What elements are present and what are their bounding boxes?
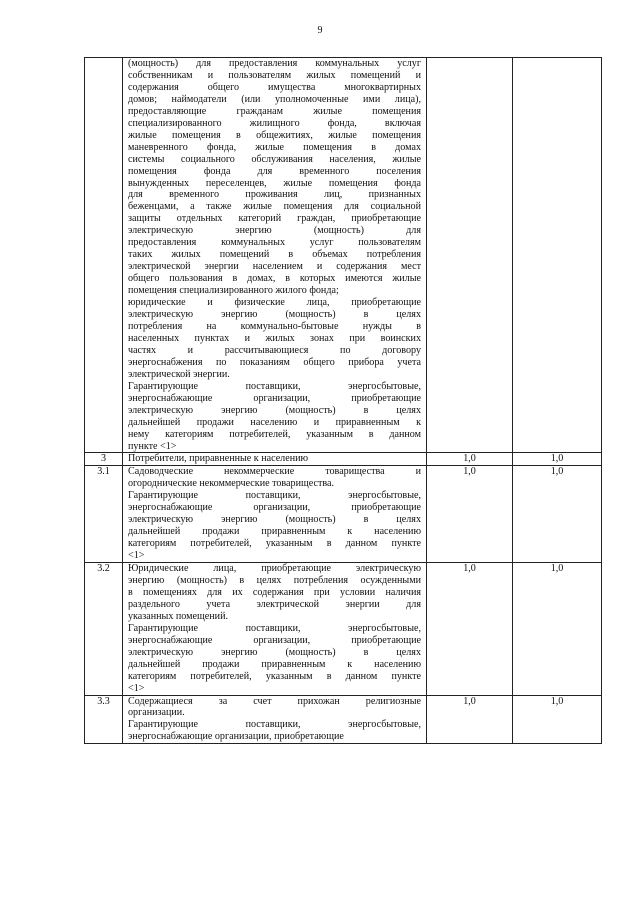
description-line: электрической энергии населением и содержания мест — [128, 261, 421, 273]
coefficient-value-1: 1,0 — [427, 453, 513, 466]
description-line: общего пользования в домах, в которых имеются жилые — [128, 273, 421, 285]
coefficient-value-1: 1,0 — [427, 466, 513, 563]
description-line: энергоснабжающие организации, приобретающие — [128, 634, 421, 646]
description-line: электрическую энергию (мощность) для — [128, 225, 421, 237]
description-line: энергоснабжающие организации, приобретающие — [128, 731, 344, 743]
table-row — [85, 466, 602, 563]
description-paragraph — [128, 466, 421, 490]
description-line: <1> — [128, 550, 145, 562]
consumer-category-description — [123, 453, 427, 466]
row-number — [85, 58, 123, 453]
description-line: частях и рассчитывающиеся по договору — [128, 344, 421, 356]
coefficient-value-2: 1,0 — [513, 695, 602, 744]
description-line: собственникам и пользователям жилых помещений и — [128, 69, 421, 81]
description-line: <1> — [128, 682, 145, 694]
coefficient-value-1: 1,0 — [427, 695, 513, 744]
description-line: нему категориям потребителей, указанным в данном — [128, 428, 421, 440]
description-line: для временного проживания лиц, признанных — [128, 189, 421, 201]
coefficient-value-2 — [513, 58, 602, 453]
description-paragraph — [128, 58, 421, 297]
description-line: таких жилых помещений в объемах потребления — [128, 249, 421, 261]
description-line: маневренного фонда, жилые помещения в домах — [128, 141, 421, 153]
description-line: дальнейшей продажи приравненным к населению — [128, 526, 421, 538]
row-number: 3.3 — [85, 695, 123, 744]
row-number: 3 — [85, 453, 123, 466]
row-number: 3.1 — [85, 466, 123, 563]
description-paragraph — [128, 719, 421, 743]
description-line: указанных помещений. — [128, 610, 229, 622]
description-line: Юридические лица, приобретающие электрическую — [128, 563, 421, 575]
description-line: вынужденных переселенцев, жилые помещения фонда — [128, 177, 421, 189]
description-line: предоставляющие гражданам жилые помещения — [128, 105, 421, 117]
description-line: системы социального обслуживания населения, жилые — [128, 153, 421, 165]
description-line: энергоснабжения по показаниям общего прибора учета — [128, 356, 421, 368]
description-line: Потребители, приравненные к населению — [128, 453, 309, 465]
coefficient-value-1: 1,0 — [427, 563, 513, 695]
description-line: потребления на коммунально-бытовые нужды в — [128, 320, 421, 332]
tariff-table-body — [85, 58, 602, 744]
table-row — [85, 58, 602, 453]
description-line: специализированного жилищного фонда, включая — [128, 117, 421, 129]
consumer-category-description — [123, 466, 427, 563]
table-row — [85, 563, 602, 695]
description-line: энергию (мощность) в целях потребления осужденными — [128, 574, 421, 586]
description-line: предоставления коммунальных услуг пользователям — [128, 237, 421, 249]
description-paragraph — [128, 453, 421, 465]
description-paragraph — [128, 297, 421, 381]
description-paragraph — [128, 696, 421, 720]
description-line: Садоводческие некоммерческие товарищества и — [128, 466, 421, 478]
description-paragraph — [128, 381, 421, 453]
table-row — [85, 695, 602, 744]
description-line: категориям потребителей, указанным в данном пункте — [128, 670, 421, 682]
description-line: беженцами, а также жилые помещения для социальной — [128, 201, 421, 213]
consumer-category-description — [123, 695, 427, 744]
description-line: пункте <1> — [128, 440, 177, 452]
description-line: Гарантирующие поставщики, энергосбытовые, — [128, 380, 421, 392]
page-number: 9 — [317, 25, 323, 36]
description-line: электрическую энергию (мощность) в целях — [128, 309, 421, 321]
coefficient-value-2: 1,0 — [513, 563, 602, 695]
tariff-table — [84, 57, 602, 744]
description-line: помещения фонда для временного поселения — [128, 165, 421, 177]
description-line: юридические и физические лица, приобретающие — [128, 297, 421, 309]
description-line: (мощность) для предоставления коммунальных услуг — [128, 58, 421, 69]
description-line: жилые помещения в общежитиях, жилые помещения — [128, 129, 421, 141]
description-line: электрическую энергию (мощность) в целях — [128, 404, 421, 416]
description-line: электрическую энергию (мощность) в целях — [128, 646, 421, 658]
description-line: энергоснабжающие организации, приобретающие — [128, 502, 421, 514]
description-line: категориям потребителей, указанным в данном пункте — [128, 538, 421, 550]
description-line: содержания общего имущества многоквартирных — [128, 81, 421, 93]
description-line: огороднические некоммерческие товарищества. — [128, 478, 335, 490]
description-line: населенных пунктах и жилых зонах при воинских — [128, 332, 421, 344]
description-line: организации. — [128, 707, 185, 719]
description-line: дальнейшей продажи населению и приравненным к — [128, 416, 421, 428]
row-number: 3.2 — [85, 563, 123, 695]
description-line: в помещениях для их содержания при условии наличия — [128, 586, 421, 598]
description-paragraph — [128, 623, 421, 695]
coefficient-value-2: 1,0 — [513, 466, 602, 563]
description-line: электрической энергии. — [128, 368, 230, 380]
coefficient-value-2: 1,0 — [513, 453, 602, 466]
description-line: Гарантирующие поставщики, энергосбытовые, — [128, 622, 421, 634]
description-line: помещения специализированного жилого фонда; — [128, 285, 339, 297]
description-paragraph — [128, 490, 421, 562]
description-line: Гарантирующие поставщики, энергосбытовые, — [128, 490, 421, 502]
table-row — [85, 453, 602, 466]
description-paragraph — [128, 563, 421, 623]
coefficient-value-1 — [427, 58, 513, 453]
description-line: раздельного учета электрической энергии для — [128, 598, 421, 610]
description-line: Содержащиеся за счет прихожан религиозные — [128, 695, 421, 707]
description-line: защиты отдельных категорий граждан, приобретающие — [128, 213, 421, 225]
description-line: Гарантирующие поставщики, энергосбытовые, — [128, 719, 421, 731]
description-line: электрическую энергию (мощность) в целях — [128, 514, 421, 526]
consumer-category-description — [123, 58, 427, 453]
description-line: энергоснабжающие организации, приобретающие — [128, 392, 421, 404]
consumer-category-description — [123, 563, 427, 695]
description-line: дальнейшей продажи приравненным к населению — [128, 658, 421, 670]
description-line: домов; наймодатели (или уполномоченные ими лица), — [128, 93, 421, 105]
